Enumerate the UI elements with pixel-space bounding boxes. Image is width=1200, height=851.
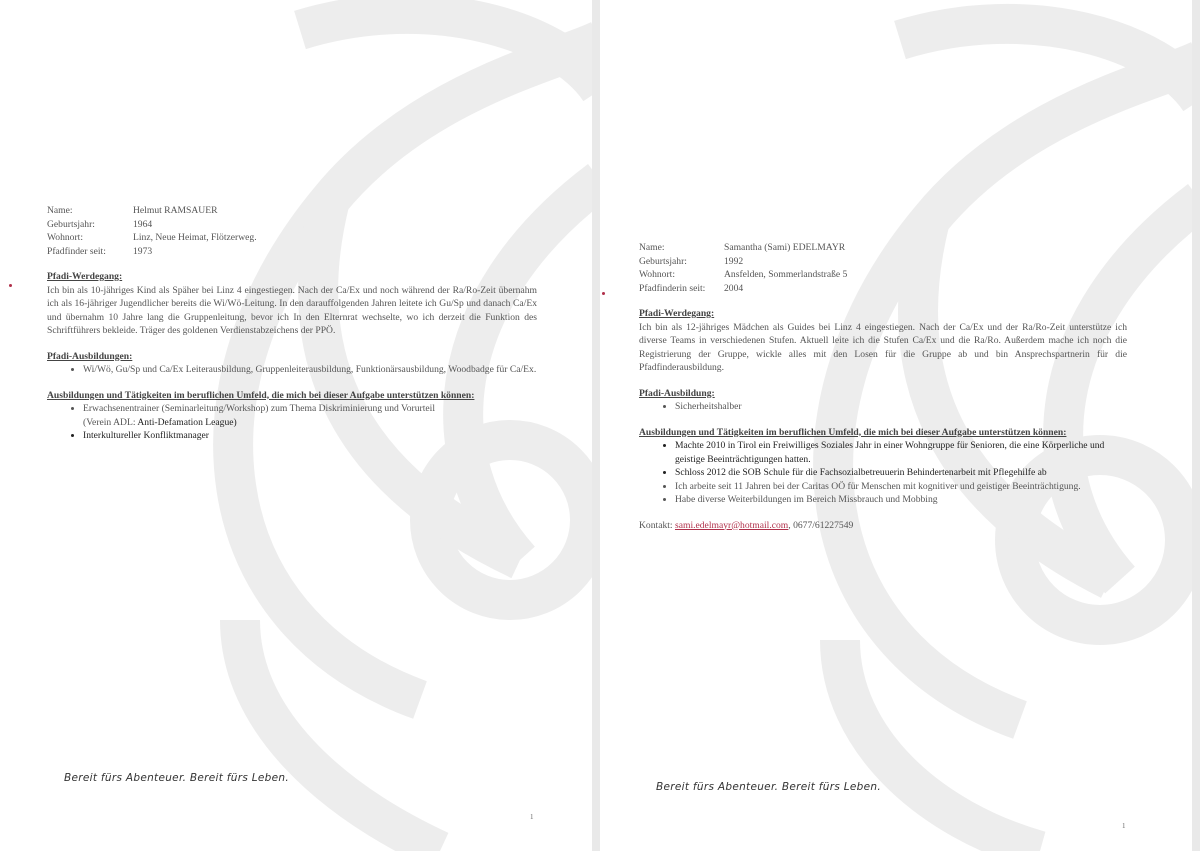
professional-list <box>47 402 537 443</box>
scout-since-value: 2004 <box>724 282 744 294</box>
birth-row <box>639 255 1127 269</box>
page-marker-dot <box>9 284 12 287</box>
name-label: Name: <box>47 205 73 216</box>
birth-value: 1992 <box>724 255 744 267</box>
professional-heading: Ausbildungen und Tätigkeiten im beruflichen Umfeld, die mich bei dieser Aufgabe unterstützen können: <box>639 426 1067 438</box>
list-item: • Habe diverse Weiterbildungen im Bereich Missbrauch und Mobbing <box>675 493 1127 507</box>
prof-item-line2-prefix: (Verein ADL: <box>83 416 138 428</box>
scout-since-label: Pfadfinderin seit: <box>639 282 706 294</box>
birth-value: 1964 <box>133 218 153 230</box>
document-page-2 <box>600 0 1192 851</box>
professional-heading: Ausbildungen und Tätigkeiten im beruflichen Umfeld, die mich bei dieser Aufgabe unterstützen können: <box>47 389 475 401</box>
list-item: • Sicherheitshalber <box>675 400 1127 414</box>
profile-content <box>639 241 1127 532</box>
home-label: Wohnort: <box>639 269 675 280</box>
profile-content <box>47 204 537 443</box>
professional-list <box>639 439 1127 507</box>
career-heading: Pfadi-Werdegang: <box>639 308 715 319</box>
name-row <box>639 241 1127 255</box>
page-marker-dot <box>602 292 605 295</box>
list-item: • Schloss 2012 die SOB Schule für die Fachsozialbetreuuerin Behindertenarbeit mit Pflegehilfe ab <box>675 466 1127 480</box>
name-label: Name: <box>639 242 665 253</box>
home-label: Wohnort: <box>47 232 83 243</box>
career-heading: Pfadi-Werdegang: <box>47 271 123 282</box>
page-number: 1 <box>530 813 534 821</box>
home-value: Linz, Neue Heimat, Flötzerweg. <box>133 232 257 243</box>
footer-slogan: Bereit fürs Abenteuer. Bereit fürs Leben. <box>64 772 289 784</box>
contact-phone: , 0677/61227549 <box>788 519 854 531</box>
home-value: Ansfelden, Sommerlandstraße 5 <box>724 269 848 280</box>
prof-item-line2-rest: Anti-Defamation League) <box>137 416 237 428</box>
document-page-1 <box>0 0 592 851</box>
prof-item-line1: Erwachsenentrainer (Seminarleitung/Workshop) zum Thema Diskriminierung und Vorurteil <box>83 403 435 414</box>
footer-slogan: Bereit fürs Abenteuer. Bereit fürs Leben. <box>656 781 881 793</box>
birth-label: Geburtsjahr: <box>639 255 687 267</box>
home-row <box>47 231 537 245</box>
name-row <box>47 204 537 218</box>
career-text: Ich bin als 10-jähriges Kind als Späher bei Linz 4 eingestiegen. Nach der Ca/Ex und noch während der Ra/Ro-Zeit übernahm ich als 16-jähriger Jugendlicher bereits die Wi/Wö-Leitung. In den darauffolgenden Jahren leitete ich Gu/Sp und danach Ca/Ex und übernahm 10 Jahre lang die Gruppenleitung, bevor ich In den Elternrat wechselte, wo ich derzeit die Funktion des Schriftführers bekleide. Träger des goldenen Verdienstabzeichens der PPÖ. <box>47 284 537 336</box>
training-list <box>47 363 537 377</box>
scout-since-value: 1973 <box>133 245 153 257</box>
birth-label: Geburtsjahr: <box>47 218 95 230</box>
contact-email-link[interactable]: sami.edelmayr@hotmail.com <box>674 519 789 531</box>
contact-line <box>639 519 1127 533</box>
birth-row <box>47 218 537 232</box>
name-value: Samantha (Sami) EDELMAYR <box>724 242 846 253</box>
training-heading: Pfadi-Ausbildungen: <box>47 350 133 362</box>
training-list <box>639 400 1127 414</box>
page-number: 1 <box>1122 822 1126 830</box>
list-item <box>83 402 537 429</box>
list-item: • Machte 2010 in Tirol ein Freiwilliges Soziales Jahr in einer Wohngruppe für Senioren, die eine Körperliche und geistige Beeinträchtigungen hatten. <box>675 439 1127 466</box>
contact-label: Kontakt: <box>639 519 675 531</box>
scout-since-label: Pfadfinder seit: <box>47 245 106 257</box>
list-item: • Wi/Wö, Gu/Sp und Ca/Ex Leiterausbildung, Gruppenleiterausbildung, Funktionärsausbildung, Woodbadge für Ca/Ex. <box>83 363 537 377</box>
list-item: • Ich arbeite seit 11 Jahren bei der Caritas OÖ für Menschen mit kognitiver und geistiger Beeinträchtigung. <box>675 480 1127 494</box>
scout-since-row <box>47 245 537 259</box>
name-value: Helmut RAMSAUER <box>133 205 218 216</box>
career-text: Ich bin als 12-jähriges Mädchen als Guides bei Linz 4 eingestiegen. Nach der Ca/Ex und der Ra/Ro-Zeit unterstütze ich diverse Teams in verschiedenen Stufen. Aktuell leite ich die Stufen Ca/Ex und die Ra/Ro. Außerdem mache ich noch die Registrierung der Gruppe, wickle alles mit den Losen für die Gruppe ab und bin Ansprechspartnerin für die Pfadfinderausbildung. <box>639 321 1127 373</box>
scout-since-row <box>639 282 1127 296</box>
home-row <box>639 268 1127 282</box>
list-item: • Interkultureller Konfliktmanager <box>83 429 537 443</box>
training-heading: Pfadi-Ausbildung: <box>639 387 715 399</box>
